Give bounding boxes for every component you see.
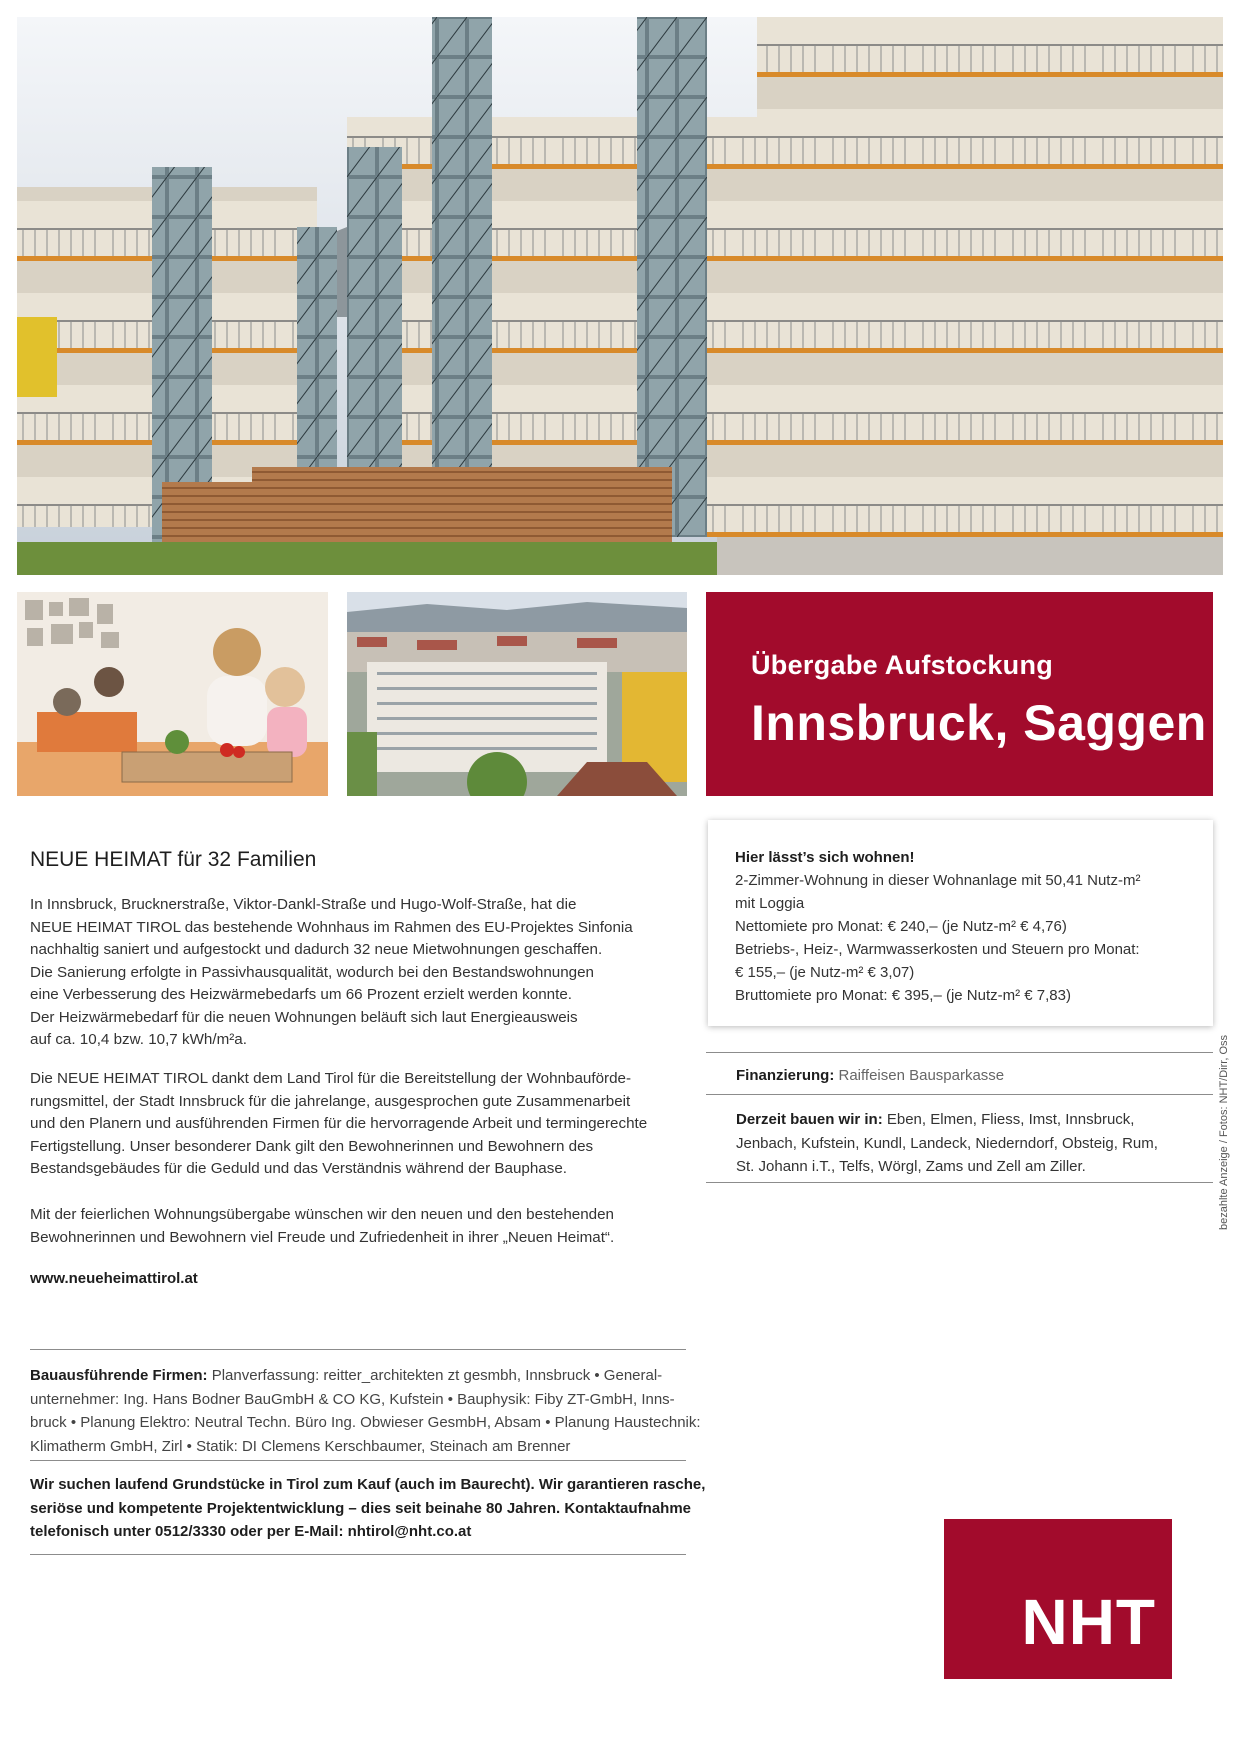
info-line: Betriebs-, Heiz-, Warmwasserkosten und Steuern pro Monat: <box>735 941 1140 958</box>
photo-credit: bezahlte Anzeige / Fotos: NHT/Dirr, Oss <box>1218 1034 1230 1230</box>
paragraph-wishes <box>30 1204 690 1249</box>
info-line: € 155,– (je Nutz-m² € 3,07) <box>735 964 915 981</box>
paragraph-line: Die Sanierung erfolgte in Passivhausqualität, wodurch bei den Bestandswohnungen <box>30 963 594 981</box>
info-heading: Hier lässt’s sich wohnen! <box>735 849 915 866</box>
notice-line: telefonisch unter 0512/3330 oder per E-Mail: nhtirol@nht.co.at <box>30 1523 472 1540</box>
info-line: Bruttomiete pro Monat: € 395,– (je Nutz-m² € 7,83) <box>735 987 1071 1004</box>
notice-line: Wir suchen laufend Grundstücke in Tirol zum Kauf (auch im Baurecht). Wir garantieren rasche, <box>30 1476 706 1493</box>
divider <box>706 1182 1213 1183</box>
paragraph-thanks <box>30 1068 690 1181</box>
paragraph-line: NEUE HEIMAT TIROL das bestehende Wohnhaus im Rahmen des EU-Projektes Sinfonia <box>30 918 633 936</box>
city-photo <box>347 592 687 796</box>
locations-line: St. Johann i.T., Telfs, Wörgl, Zams und Zell am Ziller. <box>736 1158 1086 1175</box>
hero-photo <box>17 17 1223 575</box>
article-headline: NEUE HEIMAT für 32 Familien <box>30 848 317 871</box>
info-line: Nettomiete pro Monat: € 240,– (je Nutz-m² € 4,76) <box>735 918 1067 935</box>
locations-line <box>736 1108 1158 1132</box>
info-line: 2-Zimmer-Wohnung in dieser Wohnanlage mit 50,41 Nutz-m² <box>735 872 1141 889</box>
family-photo <box>17 592 328 796</box>
apartment-info-card <box>708 820 1213 1026</box>
divider <box>706 1094 1213 1095</box>
title-box <box>706 592 1213 796</box>
firms-line: bruck • Planung Elektro: Neutral Techn. Büro Ing. Obwieser GesmbH, Absam • Planung Haustechnik: <box>30 1414 701 1431</box>
land-search-notice <box>30 1473 706 1544</box>
logo-text: NHT <box>1021 1586 1156 1658</box>
paragraph-intro <box>30 894 690 1052</box>
firms-label: Bauausführende Firmen: <box>30 1367 208 1384</box>
paragraph-line: und den Planern und ausführenden Firmen für die hervorragende Arbeit und termingerechte <box>30 1115 648 1132</box>
page-title: Innsbruck, Saggen <box>751 695 1207 751</box>
firms-text: Planverfassung: reitter_architekten zt gesmbh, Innsbruck • General- <box>207 1367 663 1384</box>
paragraph-line: Bewohnerinnen und Bewohnern viel Freude und Zufriedenheit in ihrer „Neuen Heimat“. <box>30 1228 615 1246</box>
paragraph-line: Bestandsgebäudes für die Geduld und das Verständnis während der Bauphase. <box>30 1160 568 1177</box>
financing-label: Finanzierung: <box>736 1067 835 1084</box>
locations-line: Jenbach, Kufstein, Kundl, Landeck, Niederndorf, Obsteig, Rum, <box>736 1134 1158 1152</box>
locations-text: Eben, Elmen, Fliess, Imst, Innsbruck, <box>882 1111 1135 1128</box>
family-photo-illustration <box>17 592 328 796</box>
divider <box>706 1052 1213 1053</box>
financing-info <box>736 1067 1004 1084</box>
firms-line: unternehmer: Ing. Hans Bodner BauGmbH & CO KG, Kufstein • Bauphysik: Fiby ZT-GmbH, Inns- <box>30 1390 675 1408</box>
website-link[interactable]: www.neueheimattirol.at <box>30 1270 198 1287</box>
financing-value: Raiffeisen Bausparkasse <box>834 1067 1005 1084</box>
paragraph-line: rungsmittel, der Stadt Innsbruck für die jahrelange, ausgesprochen gute Zusammenarbeit <box>30 1092 631 1110</box>
hero-photo-illustration <box>17 17 1223 575</box>
paragraph-line: Die NEUE HEIMAT TIROL dankt dem Land Tirol für die Bereitstellung der Wohnbauförde- <box>30 1070 632 1087</box>
locations-label: Derzeit bauen wir in: <box>736 1111 883 1128</box>
paragraph-line: Fertigstellung. Unser besonderer Dank gilt den Bewohnerinnen und Bewohnern des <box>30 1137 594 1155</box>
nht-logo <box>944 1519 1172 1679</box>
divider <box>30 1349 686 1350</box>
city-photo-illustration <box>347 592 687 796</box>
paragraph-line: In Innsbruck, Brucknerstraße, Viktor-Dankl-Straße und Hugo-Wolf-Straße, hat die <box>30 896 577 913</box>
info-line: mit Loggia <box>735 895 805 912</box>
title-kicker: Übergabe Aufstockung <box>751 650 1054 680</box>
divider <box>30 1460 686 1461</box>
firms-line <box>30 1364 690 1388</box>
paragraph-line: nachhaltig saniert und aufgestockt und dadurch 32 neue Mietwohnungen geschaffen. <box>30 941 603 958</box>
firms-line: Klimatherm GmbH, Zirl • Statik: DI Clemens Kerschbaumer, Steinach am Brenner <box>30 1437 571 1455</box>
current-construction-locations <box>736 1108 1158 1179</box>
notice-line: seriöse und kompetente Projektentwicklung – dies seit beinahe 80 Jahren. Kontaktaufnahme <box>30 1499 692 1517</box>
paragraph-line: eine Verbesserung des Heizwärmebedarfs um 66 Prozent erzielt werden konnte. <box>30 986 572 1003</box>
paragraph-line: Der Heizwärmebedarf für die neuen Wohnungen beläuft sich laut Energieausweis <box>30 1008 578 1026</box>
paragraph-line: Mit der feierlichen Wohnungsübergabe wünschen wir den neuen und den bestehenden <box>30 1206 615 1223</box>
paragraph-line: auf ca. 10,4 bzw. 10,7 kWh/m²a. <box>30 1031 247 1048</box>
construction-firms <box>30 1364 701 1458</box>
divider <box>30 1554 686 1555</box>
